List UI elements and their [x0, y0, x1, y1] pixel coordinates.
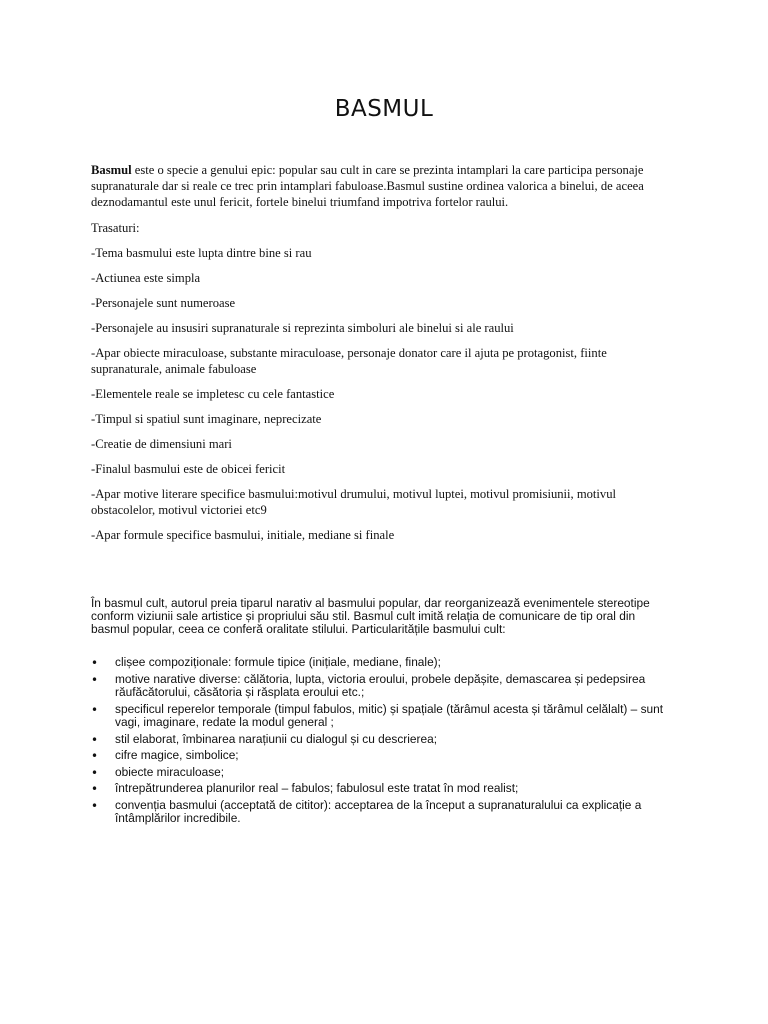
trait-item: -Elementele reale se impletesc cu cele fantastice — [91, 387, 335, 401]
cult-paragraph: În basmul cult, autorul preia tiparul narativ al basmului popular, dar reorganizează evenimentele stereotipe conform viziunii sale artistice și propriului său stil. Basmul cult imită relația de comunicare de tip oral din basmul popular, ceea ce conferă oralitate stilului. Particularitățile basmului cult: — [91, 596, 650, 636]
trait-item: -Actiunea este simpla — [91, 271, 201, 285]
bullet-icon: • — [91, 731, 99, 747]
intro-text: este o specie a genului epic: popular sau cult in care se prezinta intamplari la care participa personaje supranaturale dar si reale ce trec prin intamplari fabuloase.Basmul sustine ordinea valorica a binelui, de aceea deznodamantul este unul fericit, fortele binelui triumfand impotriva fortelor raului. — [91, 163, 644, 209]
list-item-text: specificul reperelor temporale (timpul fabulos, mitic) și spațiale (tărâmul acesta și tărâmul celălalt) – sunt vagi, imaginare, redate la modul general ; — [115, 701, 664, 729]
cult-bullet-list — [91, 656, 667, 826]
trait-item: -Apar formule specifice basmului, initiale, mediane si finale — [91, 528, 395, 542]
cult-section — [91, 597, 667, 829]
list-item-text: stil elaborat, îmbinarea narațiunii cu dialogul și cu descrierea; — [115, 731, 438, 746]
bullet-icon: • — [91, 764, 99, 780]
traits-heading: Trasaturi: — [91, 221, 140, 235]
trait-item: -Timpul si spatiul sunt imaginare, neprecizate — [91, 412, 322, 426]
list-item — [91, 673, 667, 700]
bullet-icon: • — [91, 781, 99, 796]
bullet-icon: • — [91, 701, 99, 717]
main-content — [91, 162, 676, 552]
list-item — [91, 703, 667, 730]
list-item — [91, 799, 667, 826]
trait-item: -Apar motive literare specifice basmului:motivul drumului, motivul luptei, motivul promisiunii, motivul obstacolelor, motivul victoriei etc9 — [91, 487, 617, 517]
bullet-icon: • — [91, 748, 99, 763]
bullet-icon: • — [91, 671, 99, 687]
bullet-icon: • — [91, 655, 99, 670]
list-item-text: întrepătrunderea planurilor real – fabulos; fabulosul este tratat în mod realist; — [115, 781, 519, 795]
trait-item: -Personajele au insusiri supranaturale si reprezinta simboluri ale binelui si ale raului — [91, 321, 514, 335]
list-item-text: obiecte miraculoase; — [115, 764, 225, 779]
trait-item: -Finalul basmului este de obicei fericit — [91, 462, 286, 476]
bullet-icon: • — [91, 797, 99, 813]
list-item-text: clișee compoziționale: formule tipice (inițiale, mediane, finale); — [115, 655, 441, 669]
list-item-text: cifre magice, simbolice; — [115, 748, 239, 762]
trait-item: -Creatie de dimensiuni mari — [91, 437, 232, 451]
list-item — [91, 733, 667, 747]
trait-item: -Apar obiecte miraculoase, substante miraculoase, personaje donator care il ajuta pe protagonist, fiinte supranaturale, animale fabuloase — [91, 346, 607, 376]
list-item-text: motive narative diverse: călătoria, lupta, victoria eroului, probele depășite, demascarea și pedepsirea răufăcătorului, căsătoria și răsplata eroului etc.; — [115, 671, 646, 699]
intro-bold-term: Basmul — [91, 163, 132, 177]
list-item — [91, 782, 667, 796]
list-item — [91, 656, 667, 670]
trait-item: -Personajele sunt numeroase — [91, 296, 236, 310]
list-item — [91, 766, 667, 780]
intro-paragraph — [91, 162, 676, 210]
list-item — [91, 749, 667, 763]
page-title: BASMUL — [334, 96, 434, 122]
trait-item: -Tema basmului este lupta dintre bine si rau — [91, 246, 312, 260]
list-item-text: convenția basmului (acceptată de cititor): acceptarea de la început a supranaturalului ca explicație a întâmplărilor incredibile. — [115, 797, 642, 825]
